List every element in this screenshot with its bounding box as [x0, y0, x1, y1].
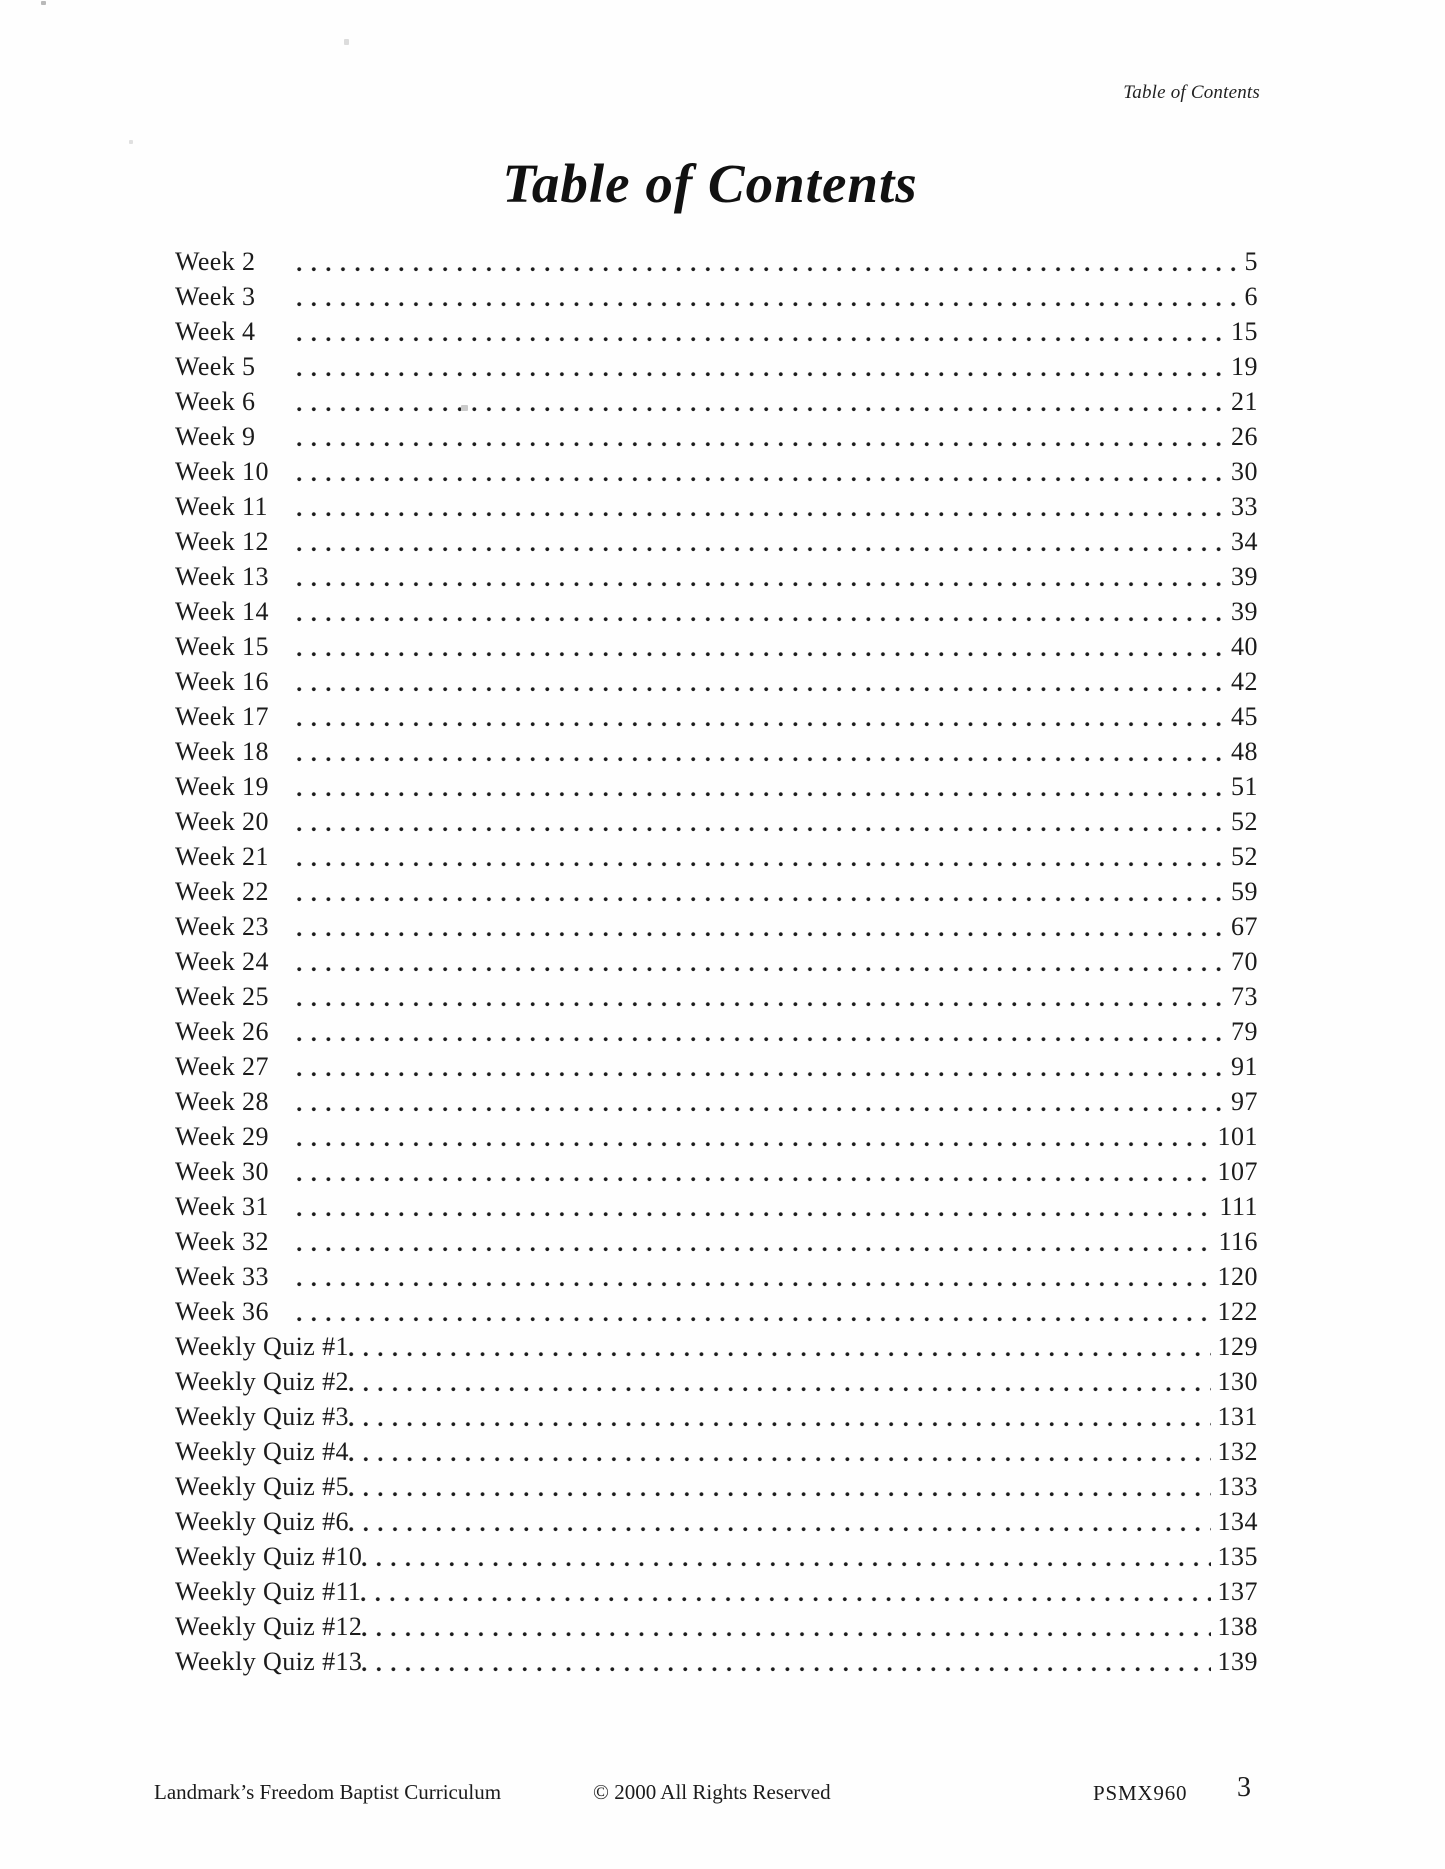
dot-leader — [297, 1224, 1211, 1259]
toc-entry-page: 131 — [1217, 1402, 1258, 1431]
scan-speck — [129, 140, 133, 144]
toc-entry — [175, 1224, 1258, 1259]
toc-entry-label: Weekly Quiz #2 — [175, 1367, 349, 1396]
toc-entry — [175, 1154, 1258, 1189]
toc-entry — [175, 1084, 1258, 1119]
toc-entry-label: Weekly Quiz #13 — [175, 1647, 363, 1676]
toc-entry-page: 70 — [1231, 947, 1258, 976]
toc-entry — [175, 1364, 1258, 1399]
toc-entry-page: 30 — [1231, 457, 1258, 486]
footer-publisher: Landmark’s Freedom Baptist Curriculum — [154, 1780, 502, 1804]
toc-entry-label: Week 26 — [175, 1017, 269, 1046]
toc-entry-label: Week 19 — [175, 772, 269, 801]
toc-list — [175, 244, 1258, 1679]
dot-leader — [297, 874, 1224, 909]
toc-entry-label: Weekly Quiz #4 — [175, 1437, 349, 1466]
dot-leader — [297, 629, 1224, 664]
toc-entry-label: Week 25 — [175, 982, 269, 1011]
toc-entry-page: 51 — [1231, 772, 1258, 801]
toc-entry-label: Week 17 — [175, 702, 269, 731]
toc-entry-page: 42 — [1231, 667, 1258, 696]
toc-entry — [175, 1434, 1258, 1469]
dot-leader — [349, 1399, 1211, 1434]
toc-entry — [175, 489, 1258, 524]
toc-entry-label: Week 15 — [175, 632, 269, 661]
toc-entry-page: 134 — [1217, 1507, 1258, 1536]
toc-entry-label: Week 30 — [175, 1157, 269, 1186]
toc-entry-page: 40 — [1231, 632, 1258, 661]
dot-leader — [297, 944, 1224, 979]
toc-entry-page: 52 — [1231, 807, 1258, 836]
dot-leader — [349, 1504, 1211, 1539]
dot-leader — [297, 664, 1224, 699]
dot-leader — [297, 1189, 1212, 1224]
dot-leader — [297, 769, 1224, 804]
dot-leader — [297, 489, 1224, 524]
toc-entry-page: 116 — [1218, 1227, 1258, 1256]
dot-leader — [297, 699, 1224, 734]
toc-entry-label: Week 27 — [175, 1052, 269, 1081]
toc-entry-page: 137 — [1217, 1577, 1258, 1606]
toc-entry-page: 5 — [1244, 247, 1258, 276]
scan-speck — [41, 1, 46, 5]
toc-entry-page: 132 — [1217, 1437, 1258, 1466]
toc-entry-label: Week 10 — [175, 457, 269, 486]
toc-entry-label: Weekly Quiz #3 — [175, 1402, 349, 1431]
toc-entry-label: Week 14 — [175, 597, 269, 626]
footer-course-code: PSMX960 — [1093, 1781, 1188, 1805]
toc-entry-label: Weekly Quiz #12 — [175, 1612, 363, 1641]
scan-speck — [461, 405, 468, 411]
toc-entry-label: Week 2 — [175, 247, 256, 276]
toc-entry — [175, 1644, 1258, 1679]
toc-entry-label: Week 21 — [175, 842, 269, 871]
dot-leader — [297, 419, 1224, 454]
toc-entry — [175, 1119, 1258, 1154]
toc-entry-page: 129 — [1217, 1332, 1258, 1361]
toc-entry-page: 34 — [1231, 527, 1258, 556]
dot-leader — [297, 314, 1224, 349]
dot-leader — [349, 1469, 1211, 1504]
toc-entry — [175, 1259, 1258, 1294]
dot-leader — [362, 1539, 1210, 1574]
toc-entry-label: Week 16 — [175, 667, 269, 696]
toc-entry-label: Week 24 — [175, 947, 269, 976]
dot-leader — [361, 1574, 1210, 1609]
toc-entry-page: 52 — [1231, 842, 1258, 871]
toc-entry-label: Week 33 — [175, 1262, 269, 1291]
dot-leader — [297, 1049, 1224, 1084]
toc-entry-label: Week 29 — [175, 1122, 269, 1151]
toc-entry-label: Week 18 — [175, 737, 269, 766]
dot-leader — [297, 454, 1224, 489]
toc-entry — [175, 839, 1258, 874]
toc-entry-page: 133 — [1217, 1472, 1258, 1501]
toc-entry-page: 39 — [1231, 562, 1258, 591]
dot-leader — [297, 244, 1238, 279]
dot-leader — [349, 1434, 1211, 1469]
toc-entry-label: Weekly Quiz #11 — [175, 1577, 362, 1606]
toc-entry-label: Week 9 — [175, 422, 256, 451]
toc-entry — [175, 1469, 1258, 1504]
dot-leader — [297, 839, 1224, 874]
dot-leader — [297, 559, 1224, 594]
toc-entry — [175, 244, 1258, 279]
toc-entry-page: 120 — [1217, 1262, 1258, 1291]
toc-entry-label: Weekly Quiz #10 — [175, 1542, 363, 1571]
toc-entry-page: 107 — [1217, 1157, 1258, 1186]
toc-entry-label: Week 13 — [175, 562, 269, 591]
toc-entry-label: Week 22 — [175, 877, 269, 906]
toc-entry-page: 135 — [1217, 1542, 1258, 1571]
toc-entry-label: Week 3 — [175, 282, 256, 311]
toc-entry-page: 130 — [1217, 1367, 1258, 1396]
toc-entry-page: 139 — [1217, 1647, 1258, 1676]
dot-leader — [297, 349, 1224, 384]
toc-entry — [175, 629, 1258, 664]
dot-leader — [297, 1084, 1224, 1119]
toc-entry-page: 111 — [1219, 1192, 1258, 1221]
toc-entry — [175, 909, 1258, 944]
toc-entry-label: Week 12 — [175, 527, 269, 556]
toc-entry — [175, 1574, 1258, 1609]
toc-entry-page: 48 — [1231, 737, 1258, 766]
dot-leader — [362, 1644, 1210, 1679]
dot-leader — [297, 594, 1224, 629]
dot-leader — [297, 804, 1224, 839]
dot-leader — [297, 734, 1224, 769]
dot-leader — [297, 1259, 1211, 1294]
dot-leader — [297, 979, 1224, 1014]
scan-speck — [344, 39, 349, 45]
toc-entry — [175, 874, 1258, 909]
toc-entry — [175, 664, 1258, 699]
toc-entry-label: Week 20 — [175, 807, 269, 836]
toc-entry — [175, 524, 1258, 559]
toc-entry-label: Week 6 — [175, 387, 256, 416]
toc-entry — [175, 734, 1258, 769]
toc-entry — [175, 1329, 1258, 1364]
toc-entry-page: 26 — [1231, 422, 1258, 451]
toc-entry-page: 15 — [1231, 317, 1258, 346]
toc-entry — [175, 594, 1258, 629]
toc-entry — [175, 1609, 1258, 1644]
toc-entry-page: 33 — [1231, 492, 1258, 521]
toc-entry — [175, 1049, 1258, 1084]
toc-entry-page: 59 — [1231, 877, 1258, 906]
toc-entry-label: Week 4 — [175, 317, 256, 346]
toc-entry-page: 101 — [1217, 1122, 1258, 1151]
toc-entry-page: 45 — [1231, 702, 1258, 731]
running-header: Table of Contents — [1123, 82, 1260, 103]
toc-entry — [175, 1399, 1258, 1434]
toc-entry-page: 21 — [1231, 387, 1258, 416]
toc-entry-label: Weekly Quiz #1 — [175, 1332, 349, 1361]
dot-leader — [349, 1329, 1211, 1364]
toc-entry-label: Week 36 — [175, 1297, 269, 1326]
toc-entry — [175, 699, 1258, 734]
toc-entry — [175, 979, 1258, 1014]
toc-entry-page: 122 — [1217, 1297, 1258, 1326]
toc-entry-label: Weekly Quiz #6 — [175, 1507, 349, 1536]
toc-entry-page: 67 — [1231, 912, 1258, 941]
toc-entry-page: 39 — [1231, 597, 1258, 626]
toc-entry — [175, 944, 1258, 979]
toc-entry — [175, 454, 1258, 489]
dot-leader — [297, 1119, 1211, 1154]
toc-entry-page: 97 — [1231, 1087, 1258, 1116]
dot-leader — [349, 1364, 1211, 1399]
toc-entry — [175, 1539, 1258, 1574]
toc-entry-label: Week 5 — [175, 352, 256, 381]
toc-entry-label: Week 32 — [175, 1227, 269, 1256]
toc-entry — [175, 1189, 1258, 1224]
toc-entry — [175, 804, 1258, 839]
dot-leader — [297, 909, 1224, 944]
toc-entry — [175, 1504, 1258, 1539]
toc-entry-page: 91 — [1231, 1052, 1258, 1081]
toc-entry-label: Week 11 — [175, 492, 268, 521]
toc-entry-label: Week 31 — [175, 1192, 269, 1221]
toc-entry — [175, 279, 1258, 314]
dot-leader — [297, 384, 1224, 419]
toc-entry — [175, 1014, 1258, 1049]
dot-leader — [297, 1154, 1211, 1189]
toc-entry-page: 138 — [1217, 1612, 1258, 1641]
dot-leader — [297, 1294, 1211, 1329]
toc-entry — [175, 559, 1258, 594]
toc-entry-label: Weekly Quiz #5 — [175, 1472, 349, 1501]
toc-entry-label: Week 28 — [175, 1087, 269, 1116]
toc-entry-page: 79 — [1231, 1017, 1258, 1046]
page-title: Table of Contents — [502, 153, 918, 214]
footer-copyright: © 2000 All Rights Reserved — [593, 1780, 831, 1804]
toc-entry — [175, 419, 1258, 454]
dot-leader — [297, 1014, 1224, 1049]
toc-entry — [175, 349, 1258, 384]
toc-entry-label: Week 23 — [175, 912, 269, 941]
toc-entry — [175, 769, 1258, 804]
toc-entry-page: 73 — [1231, 982, 1258, 1011]
dot-leader — [297, 524, 1224, 559]
toc-entry — [175, 314, 1258, 349]
footer-page-number: 3 — [1237, 1772, 1251, 1803]
toc-entry — [175, 1294, 1258, 1329]
toc-entry-page: 19 — [1231, 352, 1258, 381]
toc-entry-page: 6 — [1244, 282, 1258, 311]
dot-leader — [362, 1609, 1210, 1644]
toc-entry — [175, 384, 1258, 419]
dot-leader — [297, 279, 1238, 314]
